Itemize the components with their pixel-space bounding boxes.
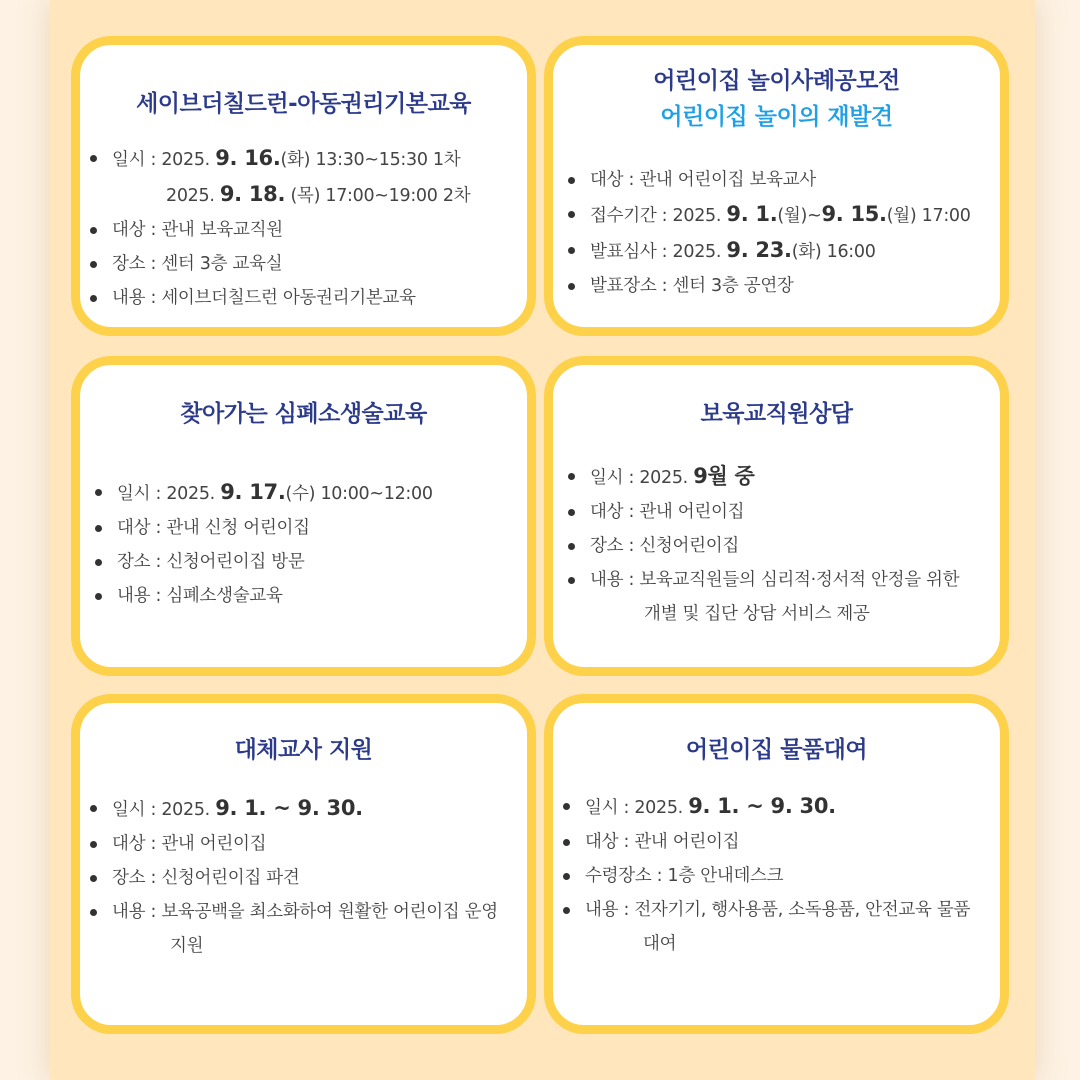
card-play-contest [544,36,1009,336]
card-child-rights-education [71,36,536,336]
detail-item-content: 내용 : 보육공백을 최소화하여 원활한 어린이집 운영 [90,895,498,929]
detail-item-period: 접수기간 : 2025. 9. 1.(월)~9. 15.(월) 17:00 [568,197,971,233]
detail-item-target: 대상 : 관내 어린이집 보육교사 [568,163,971,197]
detail-item-target: 대상 : 관내 어린이집 [568,495,959,529]
detail-item-place: 장소 : 신청어린이집 [568,529,959,563]
card-title: 어린이집 물품대여 [685,737,868,763]
card-title: 세이브더칠드런-아동권리기본교육 [136,91,471,117]
card-staff-counseling [544,356,1009,676]
detail-item-content: 내용 : 전자기기, 행사용품, 소독용품, 안전교육 물품 [563,893,970,927]
detail-item-place: 장소 : 신청어린이집 방문 [95,545,433,579]
detail-item-content: 내용 : 심폐소생술교육 [95,579,433,613]
detail-item-target: 대상 : 관내 신청 어린이집 [95,511,433,545]
detail-item-date: 일시 : 2025. 9. 1. ~ 9. 30. [563,789,970,825]
page-background [50,0,1035,1080]
card-details [568,459,959,631]
detail-item-date: 일시 : 2025. 9월 중 [568,459,959,495]
detail-item-date: 일시 : 2025. 9. 1. ~ 9. 30. [90,791,498,827]
card-supply-rental [544,694,1009,1034]
card-substitute-teacher [71,694,536,1034]
card-details [563,789,970,961]
detail-item-date: 일시 : 2025. 9. 17.(수) 10:00~12:00 [95,475,433,511]
card-subtitle: 어린이집 놀이의 재발견 [660,104,893,130]
card-cpr-education [71,356,536,676]
detail-item-content: 내용 : 세이브더칠드런 아동권리기본교육 [90,281,470,315]
detail-item-review: 발표심사 : 2025. 9. 23.(화) 16:00 [568,233,971,269]
detail-item-place: 장소 : 신청어린이집 파견 [90,861,498,895]
card-details [95,475,433,613]
detail-item-place: 장소 : 센터 3층 교육실 [90,247,470,281]
detail-item-content-cont: 대여 [643,934,677,954]
detail-item-venue: 발표장소 : 센터 3층 공연장 [568,269,971,303]
card-details [568,163,971,303]
detail-item-content-cont: 지원 [170,936,204,956]
card-title: 찾아가는 심폐소생술교육 [180,401,427,427]
card-title: 어린이집 놀이사례공모전 [653,68,900,94]
detail-item-content-cont: 개별 및 집단 상담 서비스 제공 [644,604,870,624]
detail-item-date: 일시 : 2025. 9. 16.(화) 13:30~15:30 1차 [90,141,470,177]
detail-item-date-2: 2025. 9. 18. (목) 17:00~19:00 2차 [166,182,471,206]
card-details [90,791,498,963]
detail-item-target: 대상 : 관내 보육교직원 [90,213,470,247]
detail-item-target: 대상 : 관내 어린이집 [90,827,498,861]
detail-item-pickup: 수령장소 : 1층 안내데스크 [563,859,970,893]
card-details [90,141,470,315]
detail-item-target: 대상 : 관내 어린이집 [563,825,970,859]
card-title: 보육교직원상담 [700,401,853,427]
card-title: 대체교사 지원 [234,737,373,763]
detail-item-content: 내용 : 보육교직원들의 심리적·정서적 안정을 위한 [568,563,959,597]
